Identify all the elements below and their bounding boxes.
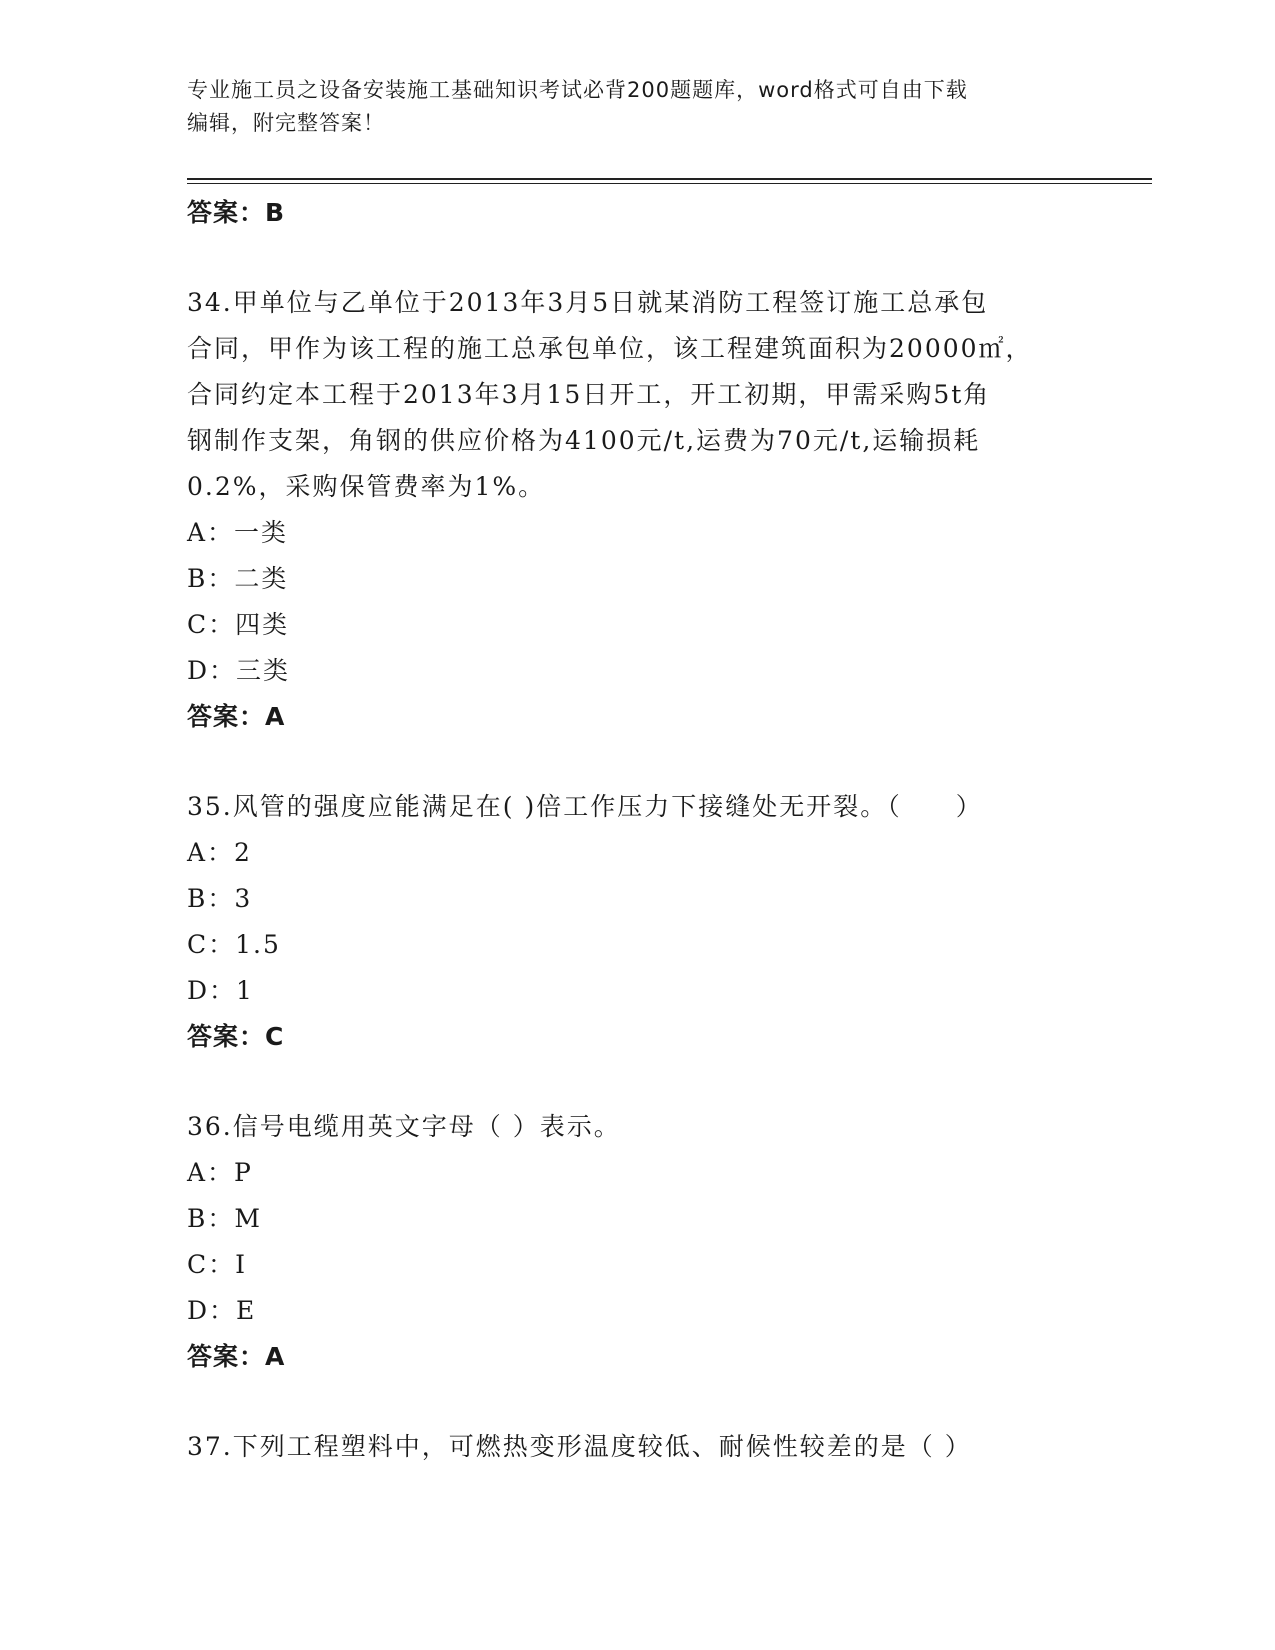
question-34 bbox=[187, 280, 1087, 740]
question-line: 合同，甲作为该工程的施工总承包单位，该工程建筑面积为20000㎡， bbox=[187, 334, 1033, 363]
option-c: C：I bbox=[187, 1250, 248, 1279]
option-d: D：E bbox=[187, 1296, 257, 1325]
question-37 bbox=[187, 1424, 1087, 1470]
option-b: B：二类 bbox=[187, 564, 289, 593]
option-a: A：2 bbox=[187, 838, 252, 867]
document-header bbox=[187, 74, 1087, 140]
option-b: B：M bbox=[187, 1204, 262, 1233]
spacer bbox=[187, 1380, 1087, 1424]
option-c: C：四类 bbox=[187, 610, 290, 639]
answer: 答案：A bbox=[187, 702, 286, 731]
spacer bbox=[187, 236, 1087, 280]
option-c: C：1.5 bbox=[187, 930, 281, 959]
header-line-2: 编辑，附完整答案！ bbox=[187, 111, 385, 135]
option-b: B：3 bbox=[187, 884, 253, 913]
answer: 答案：A bbox=[187, 1342, 286, 1371]
option-d: D：1 bbox=[187, 976, 254, 1005]
question-line: 36.信号电缆用英文字母（ ）表示。 bbox=[187, 1112, 621, 1141]
question-line: 合同约定本工程于2013年3月15日开工，开工初期，甲需采购5t角 bbox=[187, 380, 991, 409]
question-line: 34.甲单位与乙单位于2013年3月5日就某消防工程签订施工总承包 bbox=[187, 288, 989, 317]
option-d: D：三类 bbox=[187, 656, 291, 685]
header-line-1: 专业施工员之设备安装施工基础知识考试必背200题题库，word格式可自由下载 bbox=[187, 78, 968, 102]
question-35 bbox=[187, 784, 1087, 1060]
answer: 答案：C bbox=[187, 1022, 285, 1051]
spacer bbox=[187, 1060, 1087, 1104]
question-36 bbox=[187, 1104, 1087, 1380]
question-line: 0.2%，采购保管费率为1%。 bbox=[187, 472, 546, 501]
question-line: 钢制作支架，角钢的供应价格为4100元/t,运费为70元/t,运输损耗 bbox=[187, 426, 981, 455]
question-line: 35.风管的强度应能满足在( )倍工作压力下接缝处无开裂。（ ） bbox=[187, 792, 983, 821]
option-a: A：一类 bbox=[187, 518, 289, 547]
question-line: 37.下列工程塑料中，可燃热变形温度较低、耐候性较差的是（ ） bbox=[187, 1432, 972, 1461]
prev-answer: 答案：B bbox=[187, 198, 286, 227]
question-content bbox=[187, 190, 1087, 1470]
header-rule-thin bbox=[187, 183, 1152, 184]
header-rule-thick bbox=[187, 178, 1152, 180]
option-a: A：P bbox=[187, 1158, 253, 1187]
spacer bbox=[187, 740, 1087, 784]
